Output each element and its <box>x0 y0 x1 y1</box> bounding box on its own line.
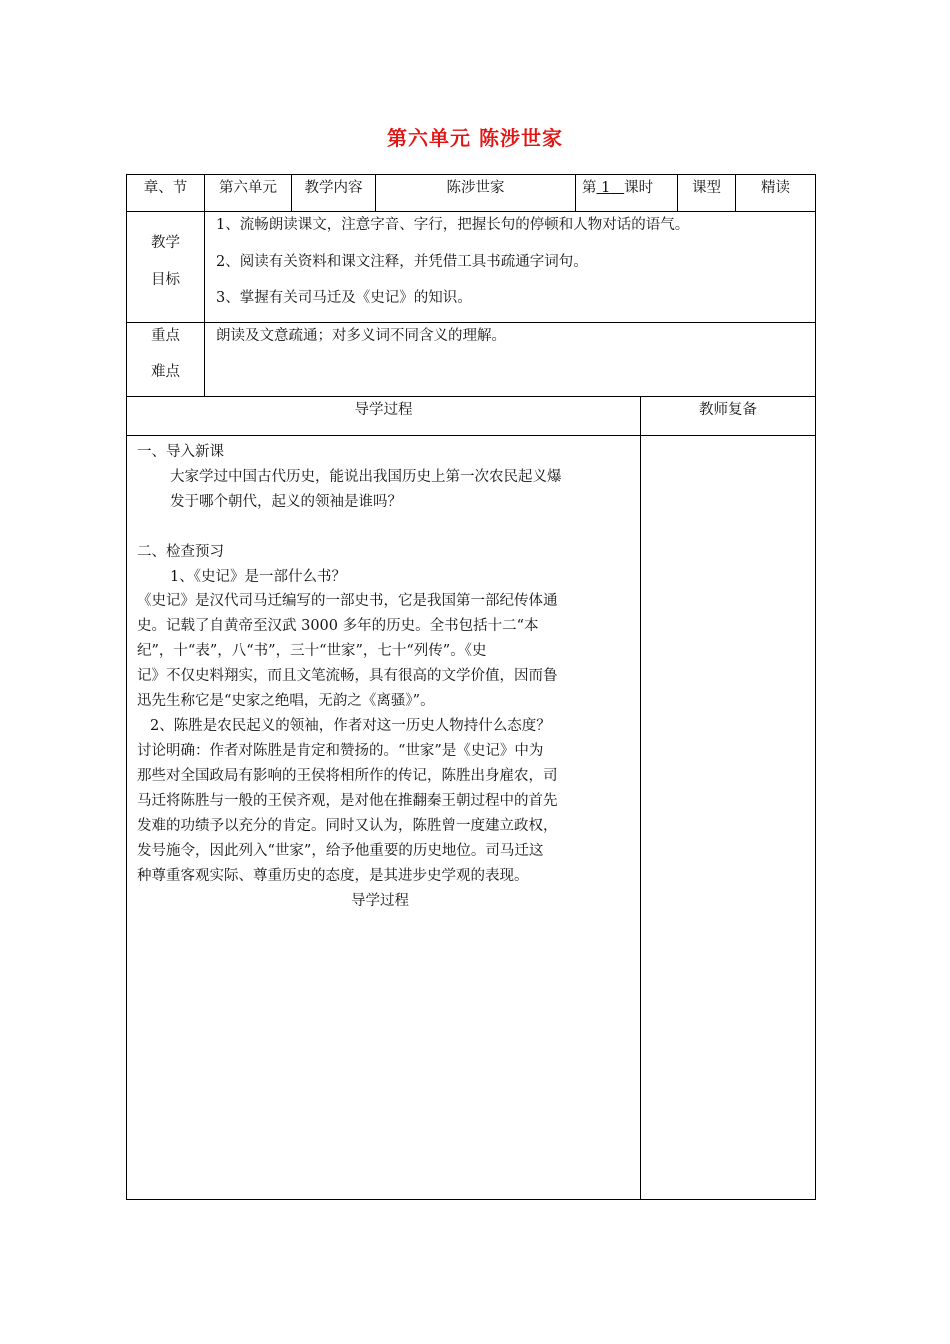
type-value: 精读 <box>761 180 790 196</box>
table-divider <box>126 396 816 397</box>
section2-title: 二、检查预习 <box>137 544 224 560</box>
objectives-label-1: 教学 <box>151 235 180 251</box>
answer-2-line: 种尊重客观实际、尊重历史的态度，是其进步史学观的表现。 <box>137 868 529 884</box>
table-divider <box>204 174 205 397</box>
type-label: 课型 <box>692 180 721 196</box>
table-divider <box>126 211 816 212</box>
question-1: 1、《史记》是一部什么书？ <box>170 569 346 585</box>
objectives-label-2: 目标 <box>151 272 180 288</box>
process-header: 导学过程 <box>354 402 413 418</box>
answer-2-line: 发号施令，因此列入“世家”，给予他重要的历史地位。司马迁这 <box>137 843 544 859</box>
answer-1-line: 纪”，十“表”，八“书”，三十“世家”，七十“列传”。《史 <box>137 643 487 659</box>
answer-2-line: 讨论明确：作者对陈胜是肯定和赞扬的。“世家”是《史记》中为 <box>137 743 544 759</box>
keypoints-label-1: 重点 <box>151 328 180 344</box>
answer-1-line: 史。记载了自黄帝至汉武 3000 多年的历史。全书包括十二“本 <box>137 618 539 634</box>
period-cell <box>582 178 677 198</box>
table-divider <box>575 174 576 212</box>
period-number: 1 <box>601 180 611 196</box>
section1-title: 一、导入新课 <box>137 444 224 460</box>
answer-2-line: 那些对全国政局有影响的王侯将相所作的传记，陈胜出身雇农，司 <box>137 768 558 784</box>
table-divider <box>640 396 641 1200</box>
answer-2-line: 马迁将陈胜与一般的王侯齐观，是对他在推翻秦王朝过程中的首先 <box>137 793 558 809</box>
footer-heading: 导学过程 <box>351 893 409 909</box>
answer-1-line: 《史记》是汉代司马迁编写的一部史书，它是我国第一部纪传体通 <box>137 593 558 609</box>
answer-2-line: 发难的功绩予以充分的肯定。同时又认为，陈胜曾一度建立政权， <box>137 818 558 834</box>
period-prefix: 第 <box>582 180 597 196</box>
table-border-top <box>126 174 816 175</box>
page-title: 第六单元 陈涉世家 <box>387 126 563 150</box>
chapter-value: 第六单元 <box>219 180 277 196</box>
chapter-label: 章、节 <box>143 180 188 196</box>
section1-line: 发于哪个朝代，起义的领袖是谁吗？ <box>170 494 402 510</box>
objective-item: 3、掌握有关司马迁及《史记》的知识。 <box>216 290 472 306</box>
teacher-header: 教师复备 <box>699 402 757 418</box>
keypoints-label-2: 难点 <box>151 364 180 380</box>
content-label: 教学内容 <box>304 180 363 196</box>
period-suffix: 课时 <box>624 180 654 196</box>
answer-1-line: 迅先生称它是“史家之绝唱，无韵之《离骚》”。 <box>137 693 435 709</box>
question-2: 2、陈胜是农民起义的领袖，作者对这一历史人物持什么态度？ <box>150 718 551 734</box>
table-border-bottom <box>126 1199 816 1200</box>
objective-item: 1、流畅朗读课文，注意字音、字行，把握长句的停顿和人物对话的语气。 <box>216 217 690 233</box>
table-divider <box>126 435 816 436</box>
keypoints-text: 朗读及文意疏通；对多义词不同含义的理解。 <box>216 328 506 344</box>
objective-item: 2、阅读有关资料和课文注释，并凭借工具书疏通字词句。 <box>216 254 588 270</box>
table-divider <box>126 322 816 323</box>
section1-line: 大家学过中国古代历史，能说出我国历史上第一次农民起义爆 <box>170 469 562 485</box>
table-border-right <box>815 174 816 1200</box>
content-value: 陈涉世家 <box>446 180 505 196</box>
answer-1-line: 记》不仅史料翔实，而且文笔流畅，具有很高的文学价值，因而鲁 <box>137 668 558 684</box>
